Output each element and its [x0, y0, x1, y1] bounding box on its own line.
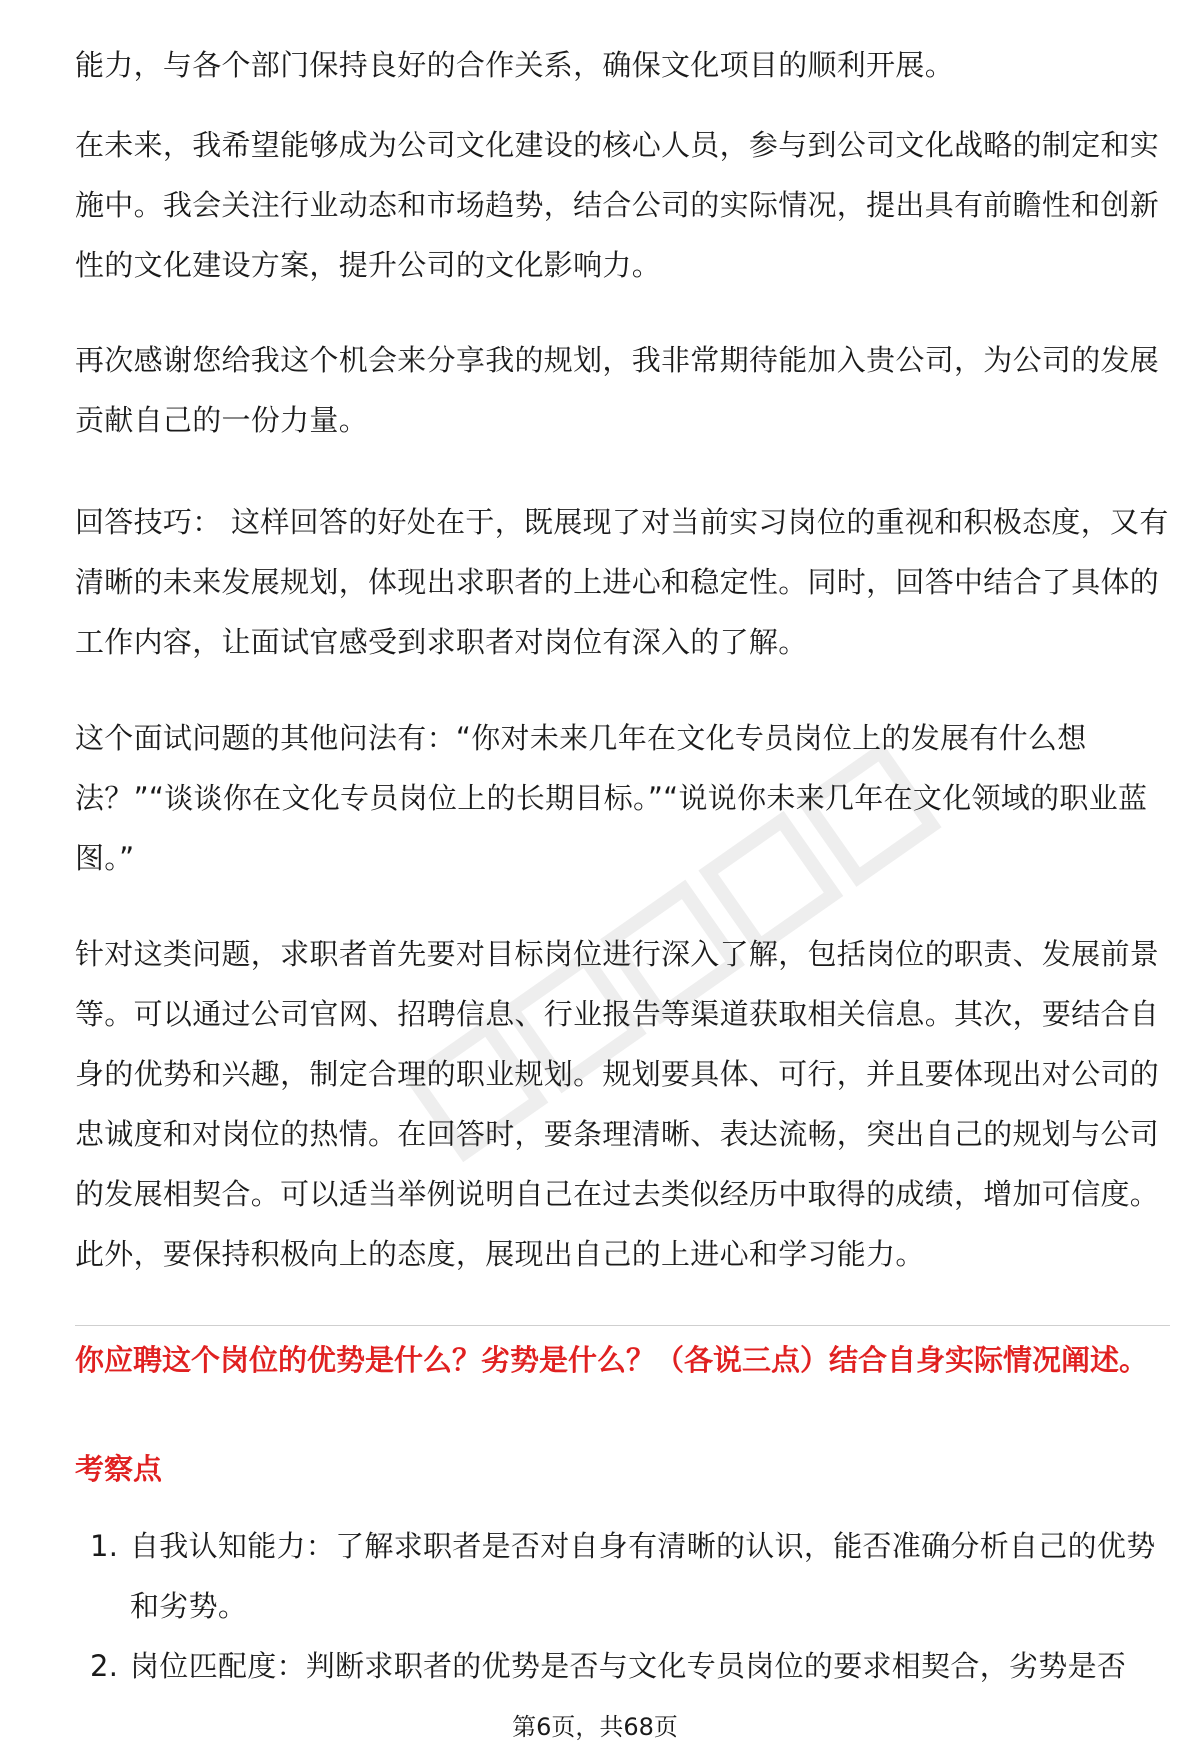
- list-item-number: 1.: [90, 1529, 119, 1563]
- list-item: [0, 1516, 1160, 1636]
- assessment-points-heading: 考察点: [75, 1452, 163, 1486]
- assessment-points-list: [0, 1516, 1190, 1696]
- list-item-number: 2.: [90, 1649, 119, 1683]
- paragraph-guidance: 针对这类问题，求职者首先要对目标岗位进行深入了解，包括岗位的职责、发展前景等。可以通过公司官网、招聘信息、行业报告等渠道获取相关信息。其次，要结合自身的优势和兴趣，制定合理的职业规划。规划要具体、可行，并且要体现出对公司的忠诚度和对岗位的热情。在回答时，要条理清晰、表达流畅，突出自己的规划与公司的发展相契合。可以适当举例说明自己在过去类似经历中取得的成绩，增加可信度。此外，要保持积极向上的态度，展现出自己的上进心和学习能力。: [75, 937, 1160, 1271]
- list-item-text: 自我认知能力：了解求职者是否对自身有清晰的认识，能否准确分析自己的优势和劣势。: [130, 1529, 1156, 1623]
- paragraph-2: 在未来，我希望能够成为公司文化建设的核心人员，参与到公司文化战略的制定和实施中。我会关注行业动态和市场趋势，结合公司的实际情况，提出具有前瞻性和创新性的文化建设方案，提升公司的文化影响力。: [75, 128, 1160, 282]
- paragraph-answer-tips: 回答技巧： 这样回答的好处在于，既展现了对当前实习岗位的重视和积极态度，又有清晰的未来发展规划，体现出求职者的上进心和稳定性。同时，回答中结合了具体的工作内容，让面试官感受到求职者对岗位有深入的了解。: [75, 505, 1169, 659]
- list-item: [0, 1636, 1160, 1696]
- page-number-footer: 第6页，共68页: [512, 1713, 678, 1741]
- paragraph-alternative-questions: 这个面试问题的其他问法有：“你对未来几年在文化专员岗位上的发展有什么想法？”“谈谈你在文化专员岗位上的长期目标。”“说说你未来几年在文化领域的职业蓝图。”: [75, 721, 1148, 875]
- section-divider: [75, 1325, 1170, 1326]
- paragraph-3: 再次感谢您给我这个机会来分享我的规划，我非常期待能加入贵公司，为公司的发展贡献自己的一份力量。: [75, 343, 1160, 437]
- list-item-text: 岗位匹配度：判断求职者的优势是否与文化专员岗位的要求相契合，劣势是否: [130, 1649, 1127, 1683]
- question-heading: 你应聘这个岗位的优势是什么？劣势是什么？（各说三点）结合自身实际情况阐述。: [75, 1343, 1149, 1377]
- paragraph-1: 能力，与各个部门保持良好的合作关系，确保文化项目的顺利开展。: [75, 48, 955, 82]
